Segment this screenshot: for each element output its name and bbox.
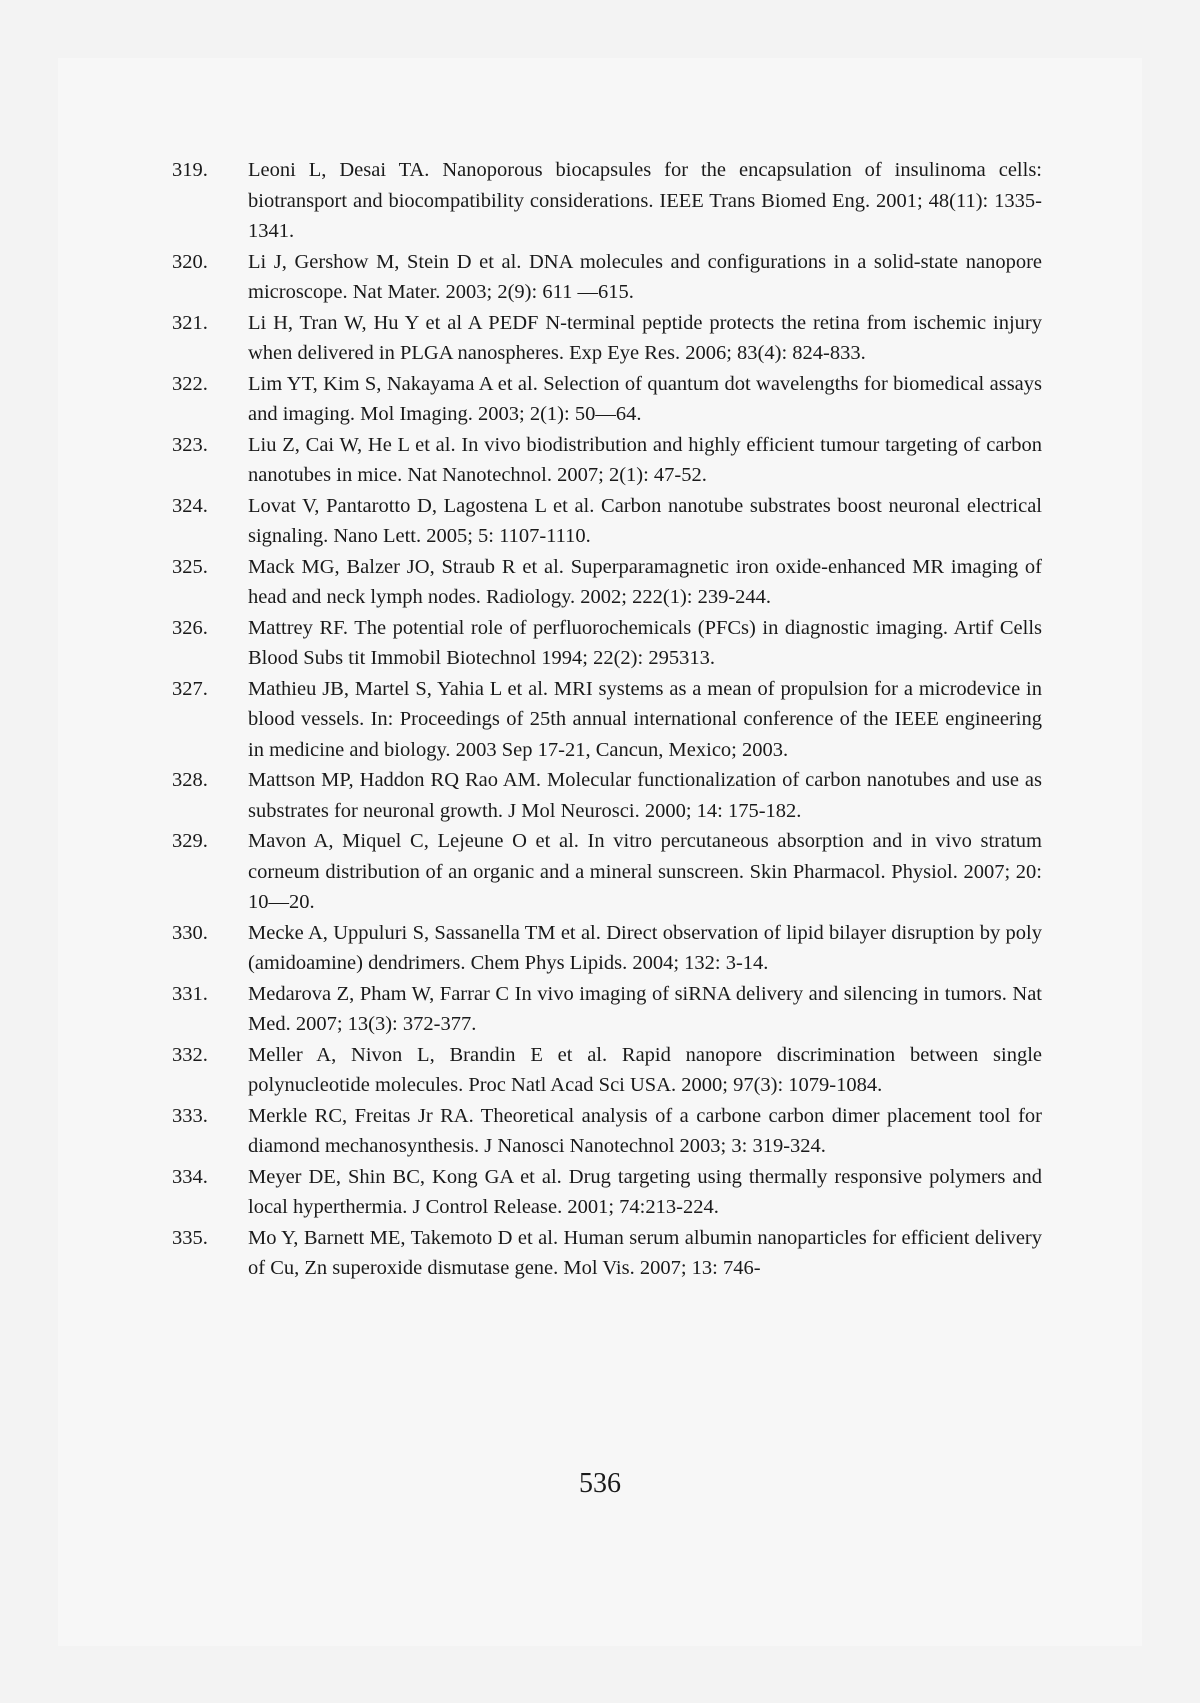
reference-text: Merkle RC, Freitas Jr RA. Theoretical analysis of a carbone carbon dimer placement tool for diamond mechanosynthesis. J Nanosci Nanotechnol 2003; 3: 319-324. <box>248 1104 1042 1157</box>
reference-text: Mattson MP, Haddon RQ Rao AM. Molecular functionalization of carbon nanotubes and use as substrates for neuronal growth. J Mol Neurosci. 2000; 14: 175-182. <box>248 769 1042 822</box>
reference-number: 332. <box>172 1043 208 1066</box>
reference-number: 331. <box>172 982 208 1005</box>
reference-item <box>172 552 1042 613</box>
reference-item <box>172 979 1042 1040</box>
reference-item <box>172 491 1042 552</box>
reference-text: Mathieu JB, Martel S, Yahia L et al. MRI systems as a mean of propulsion for a microdevice in blood vessels. In: Proceedings of 25th annual international conference of the IEEE engineering in medicine and biology. 2003 Sep 17-21, Cancun, Mexico; 2003. <box>248 677 1042 761</box>
reference-item <box>172 1040 1042 1101</box>
reference-text: Leoni L, Desai TA. Nanoporous biocapsules for the encapsulation of insulinoma cells: biotransport and biocompatibility considerations. IEEE Trans Biomed Eng. 2001; 48(11): 1335-1341. <box>248 159 1042 242</box>
reference-list <box>172 155 1042 1284</box>
reference-number: 321. <box>172 311 208 334</box>
page-number: 536 <box>579 1468 621 1499</box>
reference-text: Li J, Gershow M, Stein D et al. DNA molecules and configurations in a solid-state nanopore microscope. Nat Mater. 2003; 2(9): 611 —615. <box>248 250 1042 303</box>
reference-number: 334. <box>172 1165 208 1188</box>
reference-item <box>172 1223 1042 1284</box>
reference-number: 319. <box>172 159 208 181</box>
reference-text: Liu Z, Cai W, He L et al. In vivo biodistribution and highly efficient tumour targeting of carbon nanotubes in mice. Nat Nanotechnol. 2007; 2(1): 47-52. <box>248 433 1042 486</box>
reference-text: Medarova Z, Pham W, Farrar C In vivo imaging of siRNA delivery and silencing in tumors. Nat Med. 2007; 13(3): 372-377. <box>248 982 1042 1035</box>
reference-text: Lovat V, Pantarotto D, Lagostena L et al. Carbon nanotube substrates boost neuronal electrical signaling. Nano Lett. 2005; 5: 1107-1110. <box>248 494 1042 547</box>
reference-item <box>172 765 1042 826</box>
reference-text: Mack MG, Balzer JO, Straub R et al. Superparamagnetic iron oxide-enhanced MR imaging of head and neck lymph nodes. Radiology. 2002; 222(1): 239-244. <box>248 555 1042 608</box>
reference-item <box>172 1162 1042 1223</box>
reference-number: 328. <box>172 769 208 791</box>
reference-number: 335. <box>172 1226 208 1249</box>
reference-item <box>172 430 1042 491</box>
reference-item <box>172 308 1042 369</box>
reference-text: Lim YT, Kim S, Nakayama A et al. Selection of quantum dot wavelengths for biomedical assays and imaging. Mol Imaging. 2003; 2(1): 50—64. <box>248 372 1042 425</box>
reference-item <box>172 155 1042 247</box>
reference-number: 324. <box>172 494 208 517</box>
reference-item <box>172 1101 1042 1162</box>
reference-item <box>172 674 1042 766</box>
reference-number: 330. <box>172 921 208 944</box>
reference-item <box>172 247 1042 308</box>
reference-text: Mecke A, Uppuluri S, Sassanella TM et al. Direct observation of lipid bilayer disruption by poly (amidoamine) dendrimers. Chem Phys Lipids. 2004; 132: 3-14. <box>248 921 1042 974</box>
reference-number: 322. <box>172 372 208 395</box>
reference-number: 327. <box>172 677 208 700</box>
reference-text: Mo Y, Barnett ME, Takemoto D et al. Human serum albumin nanoparticles for efficient delivery of Cu, Zn superoxide dismutase gene. Mol Vis. 2007; 13: 746- <box>248 1226 1042 1279</box>
reference-number: 333. <box>172 1104 208 1127</box>
reference-number: 323. <box>172 433 208 456</box>
reference-item <box>172 369 1042 430</box>
reference-item <box>172 826 1042 918</box>
reference-text: Meller A, Nivon L, Brandin E et al. Rapid nanopore discrimination between single polynucleotide molecules. Proc Natl Acad Sci USA. 2000; 97(3): 1079-1084. <box>248 1043 1042 1096</box>
reference-item <box>172 613 1042 674</box>
reference-text: Li H, Tran W, Hu Y et al A PEDF N-terminal peptide protects the retina from ischemic injury when delivered in PLGA nanospheres. Exp Eye Res. 2006; 83(4): 824-833. <box>248 311 1042 364</box>
reference-number: 320. <box>172 250 208 273</box>
reference-number: 325. <box>172 555 208 578</box>
reference-text: Mavon A, Miquel C, Lejeune O et al. In vitro percutaneous absorption and in vivo stratum corneum distribution of an organic and a mineral sunscreen. Skin Pharmacol. Physiol. 2007; 20: 10—20. <box>248 830 1042 913</box>
reference-item <box>172 918 1042 979</box>
reference-number: 326. <box>172 616 208 639</box>
reference-number: 329. <box>172 830 208 852</box>
reference-text: Mattrey RF. The potential role of perfluorochemicals (PFCs) in diagnostic imaging. Artif Cells Blood Subs tit Immobil Biotechnol 1994; 22(2): 295313. <box>248 616 1042 669</box>
reference-text: Meyer DE, Shin BC, Kong GA et al. Drug targeting using thermally responsive polymers and local hyperthermia. J Control Release. 2001; 74:213-224. <box>248 1165 1042 1218</box>
